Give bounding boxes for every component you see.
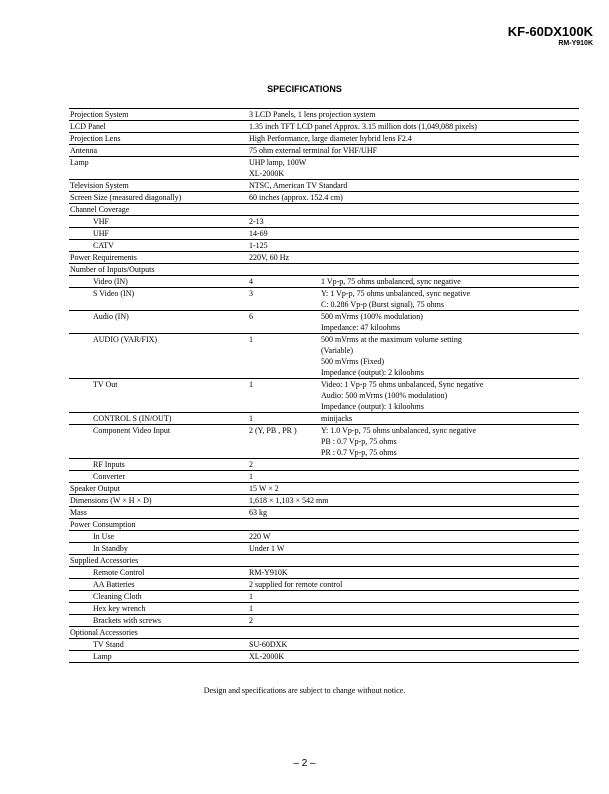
- spec-row: [69, 531, 579, 543]
- spec-value: 1: [248, 603, 579, 615]
- spec-row: [69, 204, 579, 216]
- spec-label: CATV: [69, 240, 248, 252]
- spec-label: Hex key wrench: [69, 603, 248, 615]
- spec-label: AA Batteries: [69, 579, 248, 591]
- spec-label: Projection System: [69, 109, 248, 121]
- spec-value: 2: [248, 615, 579, 627]
- spec-label: Supplied Accessories: [69, 555, 248, 567]
- spec-value: 1: [248, 591, 579, 603]
- spec-row: [69, 603, 579, 615]
- spec-row: [69, 507, 579, 519]
- spec-row: [69, 591, 579, 603]
- spec-label: TV Out: [69, 379, 248, 413]
- spec-row: [69, 495, 579, 507]
- spec-value: [248, 264, 579, 276]
- spec-row: [69, 276, 579, 288]
- model-number: KF-60DX100K: [507, 24, 593, 39]
- spec-value: 1-125: [248, 240, 579, 252]
- spec-label: CONTROL S (IN/OUT): [69, 413, 248, 425]
- spec-label: Antenna: [69, 145, 248, 157]
- spec-label: S Video (IN): [69, 288, 248, 311]
- spec-row: [69, 228, 579, 240]
- page-number: – 2 –: [293, 758, 316, 769]
- spec-description: Y: 1 Vp-p, 75 ohms unbalanced, sync negative C: 0.286 Vp-p (Burst signal), 75 ohms: [320, 288, 579, 311]
- remote-model: RM-Y910K: [558, 40, 593, 47]
- spec-label: Screen Size (measured diagonally): [69, 192, 248, 204]
- spec-value: 60 inches (approx. 152.4 cm): [248, 192, 579, 204]
- spec-description: 1 Vp-p, 75 ohms unbalanced, sync negative: [320, 276, 579, 288]
- spec-label: Lamp: [69, 651, 248, 663]
- spec-label: LCD Panel: [69, 121, 248, 133]
- spec-row: [69, 379, 579, 413]
- spec-description: [320, 471, 579, 483]
- spec-label: Video (IN): [69, 276, 248, 288]
- spec-label: In Standby: [69, 543, 248, 555]
- spec-quantity: 1: [248, 379, 320, 413]
- spec-quantity: 2 (Y, PB , PR ): [248, 425, 320, 459]
- spec-label: Number of Inputs/Outputs: [69, 264, 248, 276]
- spec-row: [69, 471, 579, 483]
- spec-quantity: 4: [248, 276, 320, 288]
- spec-quantity: 1: [248, 413, 320, 425]
- spec-value: [248, 204, 579, 216]
- spec-quantity: 1: [248, 334, 320, 379]
- spec-label: Optional Accessories: [69, 627, 248, 639]
- spec-label: Television System: [69, 180, 248, 192]
- spec-label: TV Stand: [69, 639, 248, 651]
- spec-value: RM-Y910K: [248, 567, 579, 579]
- spec-label: Lamp: [69, 157, 248, 180]
- spec-value: [248, 519, 579, 531]
- spec-value: 2 supplied for remote control: [248, 579, 579, 591]
- spec-row: [69, 133, 579, 145]
- spec-row: [69, 615, 579, 627]
- spec-quantity: 1: [248, 471, 320, 483]
- spec-value: 220V, 60 Hz: [248, 252, 579, 264]
- spec-value: [248, 627, 579, 639]
- spec-row: [69, 519, 579, 531]
- spec-label: AUDIO (VAR/FIX): [69, 334, 248, 379]
- spec-row: [69, 252, 579, 264]
- spec-label: Speaker Output: [69, 483, 248, 495]
- spec-label: Dimensions (W × H × D): [69, 495, 248, 507]
- spec-value: 63 kg: [248, 507, 579, 519]
- spec-row: [69, 334, 579, 379]
- spec-label: Power Requirements: [69, 252, 248, 264]
- spec-row: [69, 240, 579, 252]
- spec-description: 500 mVrms (100% modulation) Impedance: 47 kiloohms: [320, 311, 579, 334]
- spec-row: [69, 413, 579, 425]
- page-title: SPECIFICATIONS: [267, 84, 342, 94]
- spec-row: [69, 579, 579, 591]
- spec-label: UHF: [69, 228, 248, 240]
- spec-description: 500 mVrms at the maximum volume setting (Variable) 500 mVrms (Fixed) Impedance (output): 2 kiloohms: [320, 334, 579, 379]
- model-header: [508, 24, 593, 49]
- spec-value: 220 W: [248, 531, 579, 543]
- spec-quantity: 2: [248, 459, 320, 471]
- spec-row: [69, 264, 579, 276]
- spec-quantity: 3: [248, 288, 320, 311]
- spec-label: Projection Lens: [69, 133, 248, 145]
- spec-row: [69, 180, 579, 192]
- spec-label: Channel Coverage: [69, 204, 248, 216]
- spec-row: [69, 639, 579, 651]
- spec-row: [69, 651, 579, 663]
- spec-row: [69, 192, 579, 204]
- spec-label: Power Consumption: [69, 519, 248, 531]
- spec-value: NTSC, American TV Standard: [248, 180, 579, 192]
- spec-label: Cleaning Cloth: [69, 591, 248, 603]
- spec-description: Video: 1 Vp-p 75 ohms unbalanced, Sync negative Audio: 500 mVrms (100% modulation) Impedance (output): 1 kiloohms: [320, 379, 579, 413]
- spec-value: SU-60DXK: [248, 639, 579, 651]
- spec-row: [69, 216, 579, 228]
- spec-quantity: 6: [248, 311, 320, 334]
- spec-value: XL-2000K: [248, 651, 579, 663]
- spec-label: RF Inputs: [69, 459, 248, 471]
- spec-row: [69, 288, 579, 311]
- disclaimer-note: Design and specifications are subject to change without notice.: [203, 686, 406, 695]
- spec-value: 1.35 inch TFT LCD panel Approx. 3.15 million dots (1,049,088 pixels): [248, 121, 579, 133]
- spec-row: [69, 567, 579, 579]
- spec-value: 1,618 × 1,103 × 542 mm: [248, 495, 579, 507]
- spec-value: High Performance, large diameter hybrid lens F2.4: [248, 133, 579, 145]
- spec-row: [69, 425, 579, 459]
- spec-description: [320, 459, 579, 471]
- spec-description: Y: 1.0 Vp-p, 75 ohms unbalanced, sync negative PB : 0.7 Vp-p, 75 ohms PR : 0.7 Vp-p, 75 ohms: [320, 425, 579, 459]
- spec-value: UHP lamp, 100W XL-2000K: [248, 157, 579, 180]
- spec-row: [69, 555, 579, 567]
- spec-label: Mass: [69, 507, 248, 519]
- spec-row: [69, 627, 579, 639]
- spec-label: Converter: [69, 471, 248, 483]
- spec-row: [69, 157, 579, 180]
- spec-row: [69, 543, 579, 555]
- spec-label: VHF: [69, 216, 248, 228]
- spec-label: Component Video Input: [69, 425, 248, 459]
- spec-value: 14-69: [248, 228, 579, 240]
- spec-label: Brackets with screws: [69, 615, 248, 627]
- spec-value: 15 W × 2: [248, 483, 579, 495]
- spec-row: [69, 459, 579, 471]
- spec-value: 2-13: [248, 216, 579, 228]
- specifications-table: [69, 108, 579, 663]
- spec-label: Remote Control: [69, 567, 248, 579]
- spec-label: In Use: [69, 531, 248, 543]
- spec-row: [69, 109, 579, 121]
- spec-value: Under 1 W: [248, 543, 579, 555]
- spec-value: 3 LCD Panels, 1 lens projection system: [248, 109, 579, 121]
- spec-row: [69, 483, 579, 495]
- spec-description: minijacks: [320, 413, 579, 425]
- spec-row: [69, 311, 579, 334]
- spec-value: 75 ohm external terminal for VHF/UHF: [248, 145, 579, 157]
- spec-label: Audio (IN): [69, 311, 248, 334]
- spec-row: [69, 121, 579, 133]
- spec-row: [69, 145, 579, 157]
- spec-value: [248, 555, 579, 567]
